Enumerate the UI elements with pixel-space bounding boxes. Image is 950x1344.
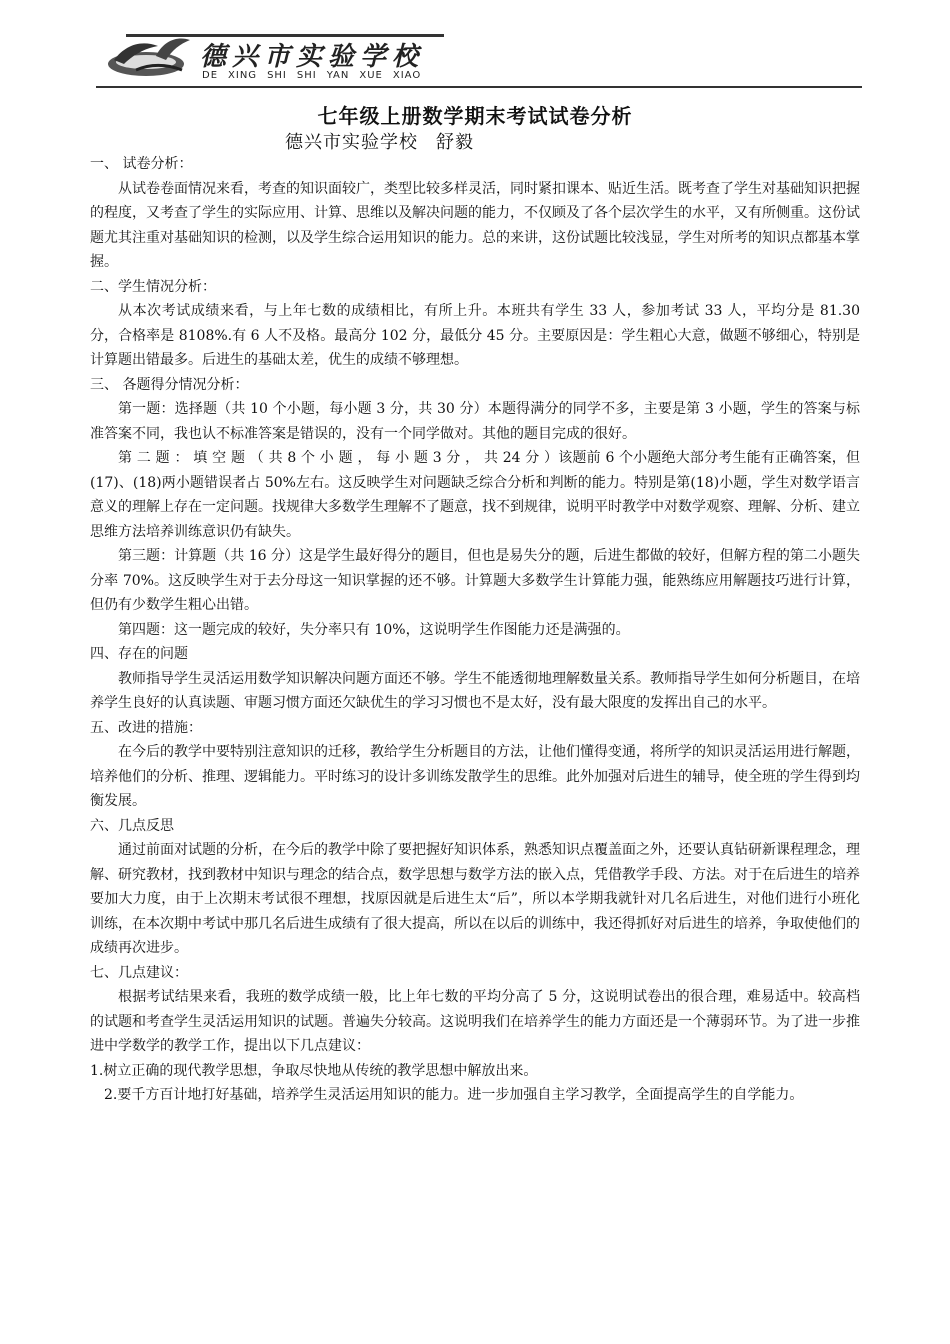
section-heading: 七、几点建议： [90, 964, 188, 981]
paragraph: 在今后的教学中要特别注意知识的迁移，教给学生分析题目的方法，让他们懂得变通，将所学的知识灵活运用进行解题，培养他们的分析、推理、逻辑能力。平时练习的设计多训练发散学生的思维。此外加强对后进生的辅导，使全班的学生得到均衡发展。 [90, 744, 860, 809]
suggestion-item: 1.树立正确的现代教学思想，争取尽快地从传统的教学思想中解放出来。 [90, 1062, 538, 1079]
author-name: 舒毅 [436, 132, 474, 153]
document-header [96, 28, 862, 90]
author-school: 德兴市实验学校 [285, 132, 418, 153]
pinyin-syllable: XUE [359, 70, 383, 81]
section-heading: 一、 试卷分析： [90, 156, 193, 172]
header-bottom-rule [96, 86, 862, 88]
paragraph: 第三题：计算题（共 16 分）这是学生最好得分的题目，但也是易失分的题，后进生都做的较好，但解方程的第二小题失分率 70%。这反映学生对于去分母这一知识掌握的还不够。计算题大多数学生计算能力强，能熟练应用解题技巧进行计算，但仍有少数学生粗心出错。 [90, 548, 860, 613]
section-heading: 二、学生情况分析： [90, 278, 216, 295]
document-subtitle [285, 128, 474, 154]
paragraph: 第一题：选择题（共 10 个小题，每小题 3 分，共 30 分）本题得满分的同学不多，主要是第 3 小题，学生的答案与标准答案不同，我也认不标准答案是错误的，没有一个同学做对。其他的题目完成的很好。 [90, 401, 860, 442]
school-logo-text: 德兴市实验学校 [200, 42, 425, 72]
paragraph: 第 二 题 ： 填 空 题 （ 共 8 个 小 题 ， 每 小 题 3 分 ， 共 24 分 ）该题前 6 个小题绝大部分考生能有正确答案，但(17)、(18)两小题错误者占 50%左右。这反映学生对问题缺乏综合分析和判断的能力。特别是第(18)小题，学生对数学语言意义的理解上存在一定问题。找规律大多数学生理解不了题意，找不到规律，说明平时教学中对数学观察、理解、分析、建立思维方法培养训练意识仍有缺失。 [90, 450, 860, 540]
pinyin-syllable: DE [202, 70, 219, 81]
paragraph: 从本次考试成绩来看，与上年七数的成绩相比，有所上升。本班共有学生 33 人，参加考试 33 人，平均分是 81.30 分，合格率是 8108%.有 6 人不及格。最高分 102 分，最低分 45 分。主要原因是：学生粗心大意，做题不够细心，特别是计算题出错最多。后进生的基础太差，优生的成绩不够理想。 [90, 303, 860, 368]
pinyin-syllable: XING [228, 70, 258, 81]
school-pinyin [202, 70, 431, 81]
pinyin-syllable: YAN [326, 70, 350, 81]
paragraph: 从试卷卷面情况来看，考查的知识面较广，类型比较多样灵活，同时紧扣课本、贴近生活。既考查了学生对基础知识把握的程度，又考查了学生的实际应用、计算、思维以及解决问题的能力，不仅顾及了各个层次学生的水平，又有所侧重。这份试题尤其注重对基础知识的检测，以及学生综合运用知识的能力。总的来讲，这份试题比较浅显，学生对所考的知识点都基本掌握。 [90, 180, 860, 270]
paragraph: 通过前面对试题的分析，在今后的教学中除了要把握好知识体系，熟悉知识点覆盖面之外，还要认真钻研新课程理念，理解、研究教材，找到教材中知识与理念的结合点，数学思想与数学方法的嵌入点，凭借教学手段、方法。对于在后进生的培养要加大力度，由于上次期末考试很不理想，找原因就是后进生太“后”，所以本学期我就针对几名后进生，对他们进行小班化训练，在本次期中考试中那几名后进生成绩有了很大提高，所以在以后的训练中，我还得抓好对后进生的培养，争取使他们的成绩再次进步。 [90, 842, 860, 956]
school-logo-icon [106, 34, 194, 80]
document-title: 七年级上册数学期末考试试卷分析 [317, 104, 633, 128]
pinyin-syllable: XIAO [392, 70, 422, 81]
section-heading: 六、几点反思 [90, 817, 174, 834]
document-body [90, 152, 860, 1108]
suggestion-item: 2.要千方百计地打好基础，培养学生灵活运用知识的能力。进一步加强自主学习教学，全面提高学生的自学能力。 [104, 1087, 804, 1103]
paragraph: 第四题：这一题完成的较好，失分率只有 10%，这说明学生作图能力还是满强的。 [118, 621, 630, 638]
pinyin-syllable: SHI [267, 70, 287, 81]
paragraph: 根据考试结果来看，我班的数学成绩一般，比上年七数的平均分高了 5 分，这说明试卷出的很合理，难易适中。较高档的试题和考查学生灵活运用知识的试题。普遍失分较高。这说明我们在培养学生的能力方面还是一个薄弱环节。为了进一步推进中学数学的教学工作，提出以下几点建议： [90, 989, 860, 1054]
paragraph: 教师指导学生灵活运用数学知识解决问题方面还不够。学生不能透彻地理解数量关系。教师指导学生如何分析题目，在培养学生良好的认真读题、审题习惯方面还欠缺优生的学习习惯也不是太好，没有最大限度的发挥出自己的水平。 [90, 670, 860, 711]
pinyin-syllable: SHI [296, 70, 317, 81]
section-heading: 四、存在的问题 [90, 646, 188, 662]
section-heading: 三、 各题得分情况分析： [90, 376, 249, 393]
section-heading: 五、改进的措施： [90, 719, 202, 736]
